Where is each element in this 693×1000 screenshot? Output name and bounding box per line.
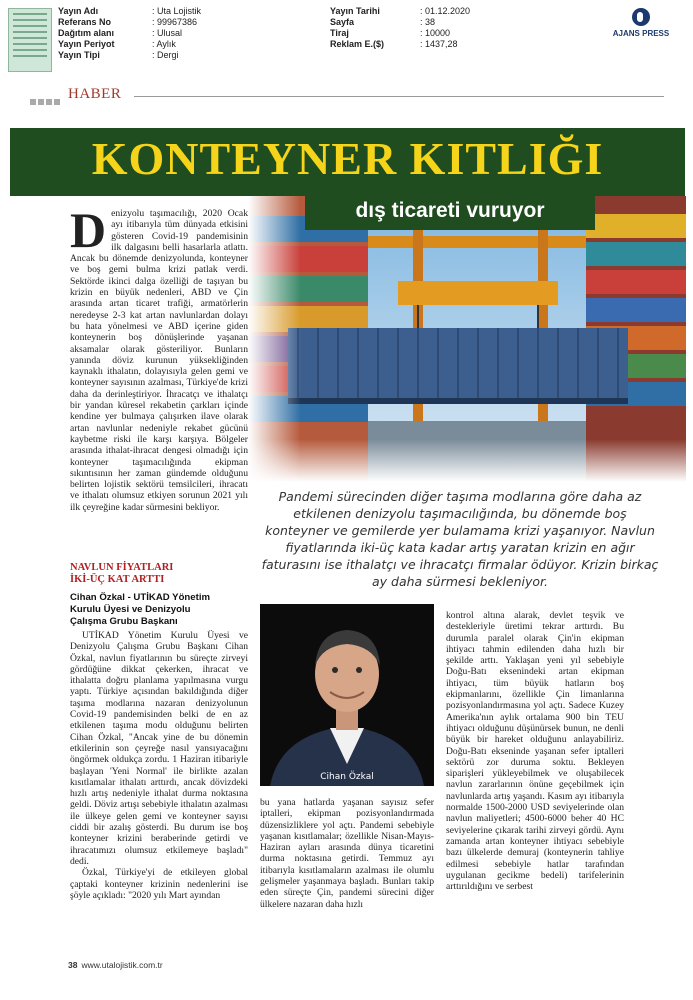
section-label: HABER <box>68 86 122 102</box>
body-column-2: bu yana hatlarda yaşanan sayısız sefer iptalleri, ekipman pozisyonlandırmada düzensizliklere yol açtı. Pandemi sebebiyle yaşanan kısıtlamalar; özellikle Nisan-Mayıs-Haziran ayları arasında dünya ticaretini durma noktasına getirdi. Temmuz ayı itibarıyla kısıtlamaların azalması ile olumlu gelişmeler yaşanmaya başladı. Bunları takip eden süreçte Çin, pandemi sürecini diğer ülkelere nazaran daha hızlı <box>260 797 434 910</box>
headline-banner <box>10 128 685 196</box>
agency-logo: AJANS PRESS <box>601 8 681 48</box>
subheadline-banner <box>305 196 595 230</box>
website-url: www.utalojistik.com.tr <box>81 960 163 970</box>
intro-paragraph <box>70 202 248 513</box>
section-squares-icon <box>30 92 62 110</box>
byline: Cihan Özkal - UTİKAD Yönetim Kurulu Üyesi ve Denizyolu Çalışma Grubu Başkanı <box>70 592 211 627</box>
section-rule <box>134 96 664 97</box>
meta-row: Referans No : 99967386 <box>58 17 198 27</box>
container-ship-photo <box>248 196 686 482</box>
page-thumbnail <box>8 8 52 72</box>
body-column-1: UTİKAD Yönetim Kurulu Üyesi ve Denizyolu Çalışma Grubu Başkanı Cihan Özkal, navlun fiyatlarının bu süreçte zirveyi gördüğüne dikkat çekerken, ihracat ve ithalatta doğru planlama yapılmasına vurgu yaptı. Türkiye açısından bakıldığında diğer taşıma modlarına nazaran denizyolunun Covid-19 pandemisinden belki de en az etkilenen taşıma modu olduğunu belirten Cihan Özkal, "Ancak yine de bu dönemin etkilerinin son çeyreğe nasıl yansıyacağını öngörmek oldukça zordu. 1 Haziran itibariyle başlayan 'Yeni Normal' ile birlikte azalan kısıtlamalar ithalatı arttırdı, ancak dövizdeki hızlı artış nedeniyle ithalat durma noktasına geldi. Döviz artışı sebebiyle ithalatın azalması ile ülkeye gelen gemi ve konteyner sayısı ciddi bir azalış gösterdi. Bu durum ise boş konteyner krizini beraberinde getirdi ve ihracatımızı olumsuz etkilemeye başladı" dedi. Özkal, Türkiye'yi de etkileyen global çaptaki konteyner krizinin nedenlerini ise şöyle açıkladı: "2020 yılı Mart ayından <box>70 630 248 901</box>
meta-row: Yayın Tipi : Dergi <box>58 50 179 60</box>
portrait-photo <box>260 604 434 786</box>
subhead: NAVLUN FİYATLARI İKİ-ÜÇ KAT ARTTI <box>70 562 174 585</box>
headline: KONTEYNER KITLIĞI <box>91 133 604 184</box>
agency-logo-icon <box>632 8 650 26</box>
intro-text: enizyolu taşımacılığı, 2020 Ocak ayı itibarıyla tüm dünyada etkisini gösteren Covid-19 pandemisinin ilk dalgasını belli hasarlarla atlattı. Ancak bu dönemde denizyolunda, konteyner ve boş gemi bulma krizi patlak verdi. Sektörde ikinci dalga özelliği de taşıyan bu krizin en büyük nedenleri, ABD ve Çin arasında artan ticaret trafiği, armatörlerin neredeyse 2-3 kat artan navlunlardan dolayı bu hata yönelmesi ve ABD içerine giden konteynerin boş dönüşlerinde yaşanan aksamalar olarak gösteriliyor. Bunların yanında döviz kurunun yüksekliğinden kaynaklı ithalatın, dolayısıyla gelen gemi ve konteyner sayısının azalması, Türkiye'de krizi daha da derinleştiriyor. İhracatçı ve ithalatçı bir yandan küresel rekabetin çarkları içinde kendine yer bulmaya çalışırken ilave olarak artan navlunlar nedeniyle rekabet gücünü kaybetme riski ile karşı karşıya. Bölgeler arasında ithalat-ihracat dengesi olmadığı için konteyner taşımacılığında ekipman sıkıntısının her zaman gündemde olduğunu belirten lojistik sektörü temsilcileri, ihracatı ve ithalatı olumsuz etkiyen sorunun 2021 yılı ilk çeyreğine kadar sürmesini bekliyor. <box>70 208 248 513</box>
drop-cap: D <box>70 202 107 258</box>
meta-row: Yayın Adı : Uta Lojistik <box>58 6 202 16</box>
body-column-3: kontrol altına alarak, devlet teşvik ve destekleriyle üretimi tekrar arttırdı. Bu durumla paralel olarak Çin'in ekipman ihtiyacı tahmin edilenden daha hızlı bir şekilde arttı. Yaklaşan yeni yıl sebebiyle Doğu-Batı eksenindeki artan ekipman ihtiyacı, tüm büyük hatların boş ekipmanlarını, özellikle Çin limanlarına pozisyonlandırmasına yol açtı. Sadece Kuzey Amerika'nın aylık ortalama 900 bin TEU ihtiyacı olduğunu düşünürsek bunun, ne denli büyük bir hareket olduğunu anlayabiliriz. Doğu-Batı ekseninde yaşanan sefer iptalleri sektörü zor duruma soktu. Bekleyen siparişleri yükleyebilmek ve oluşabilecek navlun zararlarının önüne geçebilmek için navlunlarda artış yaşandı. Kasım ayı itibarıyla normalde 1500-2000 USD seviyelerinde olan navlun maliyetleri; 4500-6000 beher 40 HC seviyelerine çıkarak tarihi zirveyi gördü. Aynı zamanda artan konteyner ihtiyacı sebebiyle bazı ülkelerde demuraj (konteynerin tahliye edilmesi sebebiyle hatlar tarafından uygulanan gecikme bedeli) tarifelerinin arttırıldığını ve serbest <box>446 610 624 893</box>
meta-row: Tiraj : 10000 <box>330 28 451 38</box>
meta-row: Yayın Tarihi : 01.12.2020 <box>330 6 471 16</box>
meta-row: Yayın Periyot : Aylık <box>58 39 176 49</box>
container-crane-illustration <box>248 196 686 482</box>
portrait-caption: Cihan Özkal <box>320 772 374 782</box>
clipping-metadata <box>0 6 693 76</box>
meta-row: Sayfa : 38 <box>330 17 436 27</box>
subheadline: dış ticareti vuruyor <box>355 199 545 222</box>
section-header <box>30 86 670 108</box>
page-number: 38 <box>68 960 78 970</box>
meta-row: Dağıtım alanı : Ulusal <box>58 28 183 38</box>
photo-caption: Pandemi sürecinden diğer taşıma modlarına göre daha az etkilenen denizyolu taşımacılığında, bu dönemde boş konteyner ve gemilerde yer bulamama krizi yaşanıyor. Navlun fiyatlarında iki-üç kata kadar artış yaratan krizin en ağır faturasını ise ithalatçı ve ihracatçı firmalar ödüyor. Krizin birkaç ay daha sürmesi bekleniyor. <box>261 489 659 589</box>
meta-row: Reklam E.($) : 1437,28 <box>330 39 458 49</box>
page-footer <box>68 960 163 970</box>
person-illustration <box>260 604 434 786</box>
